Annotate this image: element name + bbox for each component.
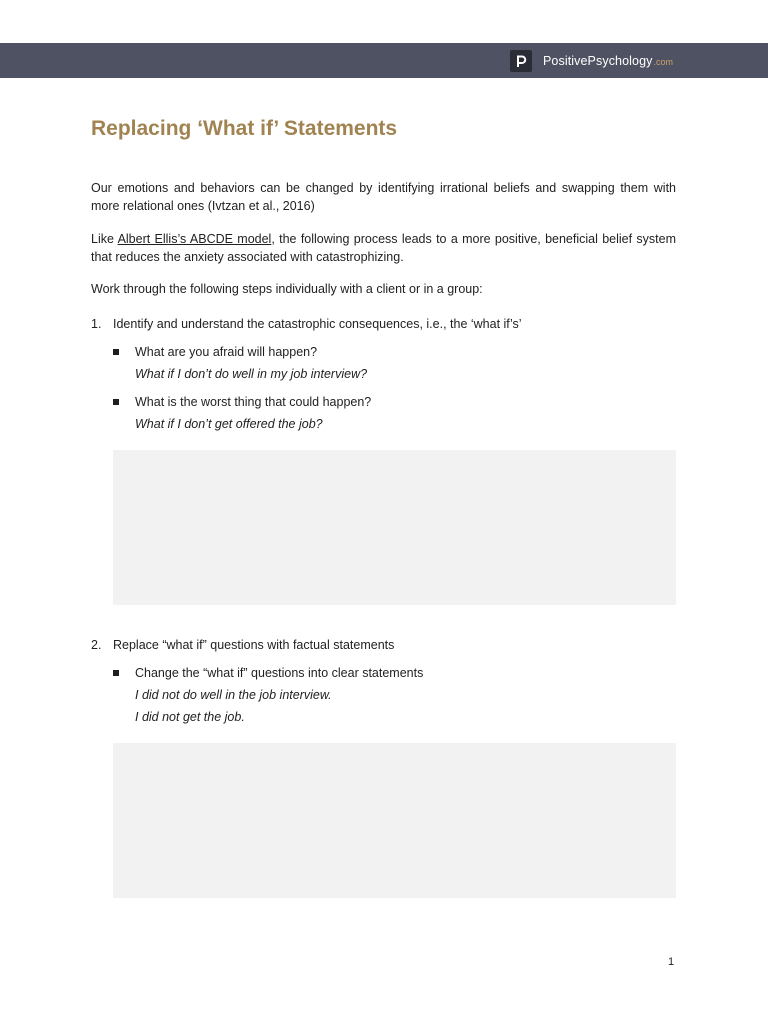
square-bullet-icon [113, 349, 119, 355]
step-text: Replace “what if” questions with factual statements [113, 638, 395, 652]
intro-p2-suffix: , the following process leads to a more positive, beneficial belief system that reduces the anxiety associated with catastrophizing. [91, 232, 676, 264]
square-bullet-icon [113, 670, 119, 676]
abcde-model-link[interactable]: Albert Ellis’s ABCDE model [117, 232, 272, 246]
bullet-question: What is the worst thing that could happen? [135, 395, 372, 409]
bullet-item [113, 391, 371, 413]
step-text: Identify and understand the catastrophic consequences, i.e., the ‘what if’s’ [113, 317, 522, 331]
step-2 [91, 636, 394, 654]
example-text: What if I don’t do well in my job interview? [135, 367, 368, 381]
intro-paragraph-3: Work through the following steps individually with a client or in a group: [91, 282, 483, 296]
intro-paragraph-1: Our emotions and behaviors can be changed by identifying irrational beliefs and swapping them with more relational ones (Ivtzan et al., 2016) [91, 181, 676, 213]
p-logo-icon [510, 50, 532, 72]
intro-paragraph-2 [91, 230, 676, 266]
brand-name: PositivePsychology [542, 54, 653, 68]
step-number: 2. [91, 638, 102, 652]
page-title: Replacing ‘What if’ Statements [91, 117, 398, 140]
brand[interactable] [510, 50, 673, 72]
square-bullet-icon [113, 399, 119, 405]
bullet-item [113, 662, 423, 684]
example-text: What if I don’t get offered the job? [135, 417, 323, 431]
answer-box-2[interactable] [113, 743, 676, 898]
intro-p2-prefix: Like [91, 232, 118, 246]
example-text: I did not get the job. [135, 710, 245, 724]
bullet-question: What are you afraid will happen? [135, 345, 318, 359]
brand-suffix: .com [653, 57, 673, 67]
page-number: 1 [668, 956, 675, 968]
bullet-item [113, 341, 317, 363]
step-number: 1. [91, 317, 102, 331]
example-text: I did not do well in the job interview. [135, 688, 332, 702]
answer-box-1[interactable] [113, 450, 676, 605]
header-bar [0, 43, 768, 78]
bullet-question: Change the “what if” questions into clear statements [135, 666, 424, 680]
step-1 [91, 315, 522, 333]
